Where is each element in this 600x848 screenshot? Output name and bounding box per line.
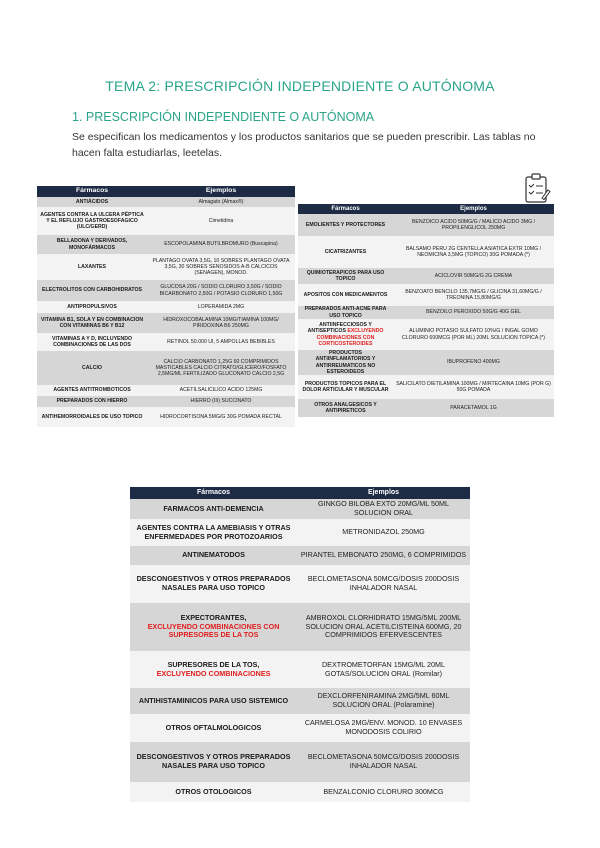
drug-example: PLANTAGO OVATA 3,5G, 10 SOBRES PLANTAGO OVATA 3,5G, 30 SOBRES SENOSIDOS A-B CALCICOS (SENAGEN), MONOD. [147, 254, 295, 280]
drug-example: BENZALCONIO CLORURO 300MCG [297, 782, 470, 802]
drug-name: ANTIHISTAMINICOS PARA USO SISTEMICO [130, 688, 297, 714]
drug-name: AGENTES ANTITROMBOTICOS [37, 385, 147, 396]
drug-name: FARMACOS ANTI-DEMENCIA [130, 499, 297, 519]
drug-table-2 [298, 204, 554, 417]
drug-name: DESCONGESTIVOS Y OTROS PREPARADOS NASALES PARA USO TOPICO [130, 742, 297, 782]
column-header-farmacos: Fármacos [130, 487, 297, 499]
drug-example: BALSAMO PERU 2G CENTELLA ASIATICA EXTR 10MG / NEOMICINA 3,5MG (TOPICO) 30G POMADA (*) [393, 236, 554, 268]
drug-example: GLUCOSA 20G / SODIO CLORURO 3,50G / SODIO BICARBONATO 2,50G / POTASIO CLORURO 1,50G [147, 280, 295, 301]
drug-example: ACICLOVIR 50MG/G 2G CREMA [393, 268, 554, 284]
drug-name: ANTIÁCIDOS [37, 197, 147, 207]
drug-name: ELECTROLITOS CON CARBOHIDRATOS [37, 280, 147, 301]
drug-name: AGENTES CONTRA LA ULCERA PÉPTICA Y EL REFLUJO GASTROESOFAGICO (ULC/GERD) [37, 207, 147, 235]
drug-example: PIRANTEL EMBONATO 250MG, 6 COMPRIMIDOS [297, 546, 470, 565]
drug-example: HIDROCORTISONA 5MG/G 30G POMADA RECTAL [147, 407, 295, 427]
drug-name: ANTINEMATODOS [130, 546, 297, 565]
drug-example: ACETILSALICILICO ACIDO 125MG [147, 385, 295, 396]
column-header-ejemplos: Ejemplos [393, 204, 554, 214]
drug-name: OTROS ANALGESICOS Y ANTIPIRETICOS [298, 399, 393, 417]
drug-example: DEXCLORFENIRAMINA 2MG/5ML 60ML SOLUCION ORAL (Polaramine) [297, 688, 470, 714]
drug-name [130, 603, 297, 651]
drug-name: DESCONGESTIVOS Y OTROS PREPARADOS NASALES PARA USO TOPICO [130, 565, 297, 603]
drug-example: AMBROXOL CLORHIDRATO 15MG/5ML 200ML SOLUCION ORAL ACETILCISTEINA 600MG, 20 COMPRIMIDOS EFERVESCENTES [297, 603, 470, 651]
drug-name: VITAMINA B1, SOLA Y EN COMBINACION CON VITAMINAS B6 Y B12 [37, 313, 147, 333]
drug-name: VITAMINAS A Y D, INCLUYENDO COMBINACIONES DE LAS DOS [37, 333, 147, 351]
drug-example: BECLOMETASONA 50MCG/DOSIS 200DOSIS INHALADOR NASAL [297, 565, 470, 603]
drug-example: RETINOL 50.000 UI, 5 AMPOLLAS BEBIBLES [147, 333, 295, 351]
drug-name: OTROS OFTALMOLOGICOS [130, 714, 297, 742]
drug-name: CICATRIZANTES [298, 236, 393, 268]
drug-example: BENZOATO BENCILO 135,7MG/G / GLICINA 31,60MG/G / TREONINA 15,80MG/G [393, 284, 554, 306]
drug-name: APOSITOS CON MEDICAMENTOS [298, 284, 393, 306]
drug-name [298, 319, 393, 350]
drug-example: METRONIDAZOL 250MG [297, 519, 470, 546]
drug-example: CALCIO CARBONATO 1,25G 60 COMPRIMIDOS MASTICABLES CALCIO CITRATO/GLICERO/FOSFATO 2,5MG/ML FERTILIZADO GLUCONATO CALCIO 2,5G [147, 351, 295, 385]
drug-example: IBUPROFENO 400MG [393, 350, 554, 375]
drug-example: Cimetidina [147, 207, 295, 235]
drug-example: BENZOILO PEROXIDO 50G/G 40G GEL [393, 306, 554, 319]
drug-example: HIDROXOCOBALAMINA 10MG/TIAMINA 100MG/ PIRIDOXINA B6 250MG [147, 313, 295, 333]
drug-example: HIERRO (III) SUCCINATO [147, 396, 295, 407]
column-header-farmacos: Fármacos [37, 186, 147, 197]
drug-name: CALCIO [37, 351, 147, 385]
column-header-ejemplos: Ejemplos [147, 186, 295, 197]
page-title: TEMA 2: PRESCRIPCIÓN INDEPENDIENTE O AUTÓNOMA [105, 78, 495, 94]
drug-example: GINKGO BILOBA EXTO 20MG/ML 50ML SOLUCION ORAL [297, 499, 470, 519]
drug-name: PRODUCTOS ANTIINFLAMATORIOS Y ANTIRREUMATICOS NO ESTEROIDEOS [298, 350, 393, 375]
drug-name: AGENTES CONTRA LA AMEBIASIS Y OTRAS ENFERMEDADES POR PROTOZOARIOS [130, 519, 297, 546]
exclusion-note: EXCLUYENDO COMBINACIONES CON CORTICOSTEROIDES [316, 328, 384, 347]
intro-paragraph: Se especifican los medicamentos y los productos sanitarios que se pueden prescribir. Las tablas no hacen falta estudiarlas, leetelas. [72, 131, 536, 159]
drug-example: LOPERAMIDA 2MG [147, 301, 295, 313]
drug-name: LAXANTES [37, 254, 147, 280]
drug-name: OTROS OTOLOGICOS [130, 782, 297, 802]
drug-name: BELLADONA Y DERIVADOS, MONOFÁRMACOS [37, 235, 147, 254]
drug-name: PREPARADOS CON HIERRO [37, 396, 147, 407]
drug-example: DEXTROMETORFAN 15MG/ML 20ML GOTAS/SOLUCION ORAL (Romilar) [297, 651, 470, 688]
column-header-farmacos: Fármacos [298, 204, 393, 214]
drug-example: Almagato (Almax®) [147, 197, 295, 207]
drug-example: CARMELOSA 2MG/ENV. MONOD. 10 ENVASES MONODOSIS COLIRIO [297, 714, 470, 742]
drug-name: PREPARADOS ANTI-ACNE PARA USO TOPICO [298, 306, 393, 319]
drug-name: ANTIPROPULSIVOS [37, 301, 147, 313]
section-heading: 1. PRESCRIPCIÓN INDEPENDIENTE O AUTÓNOMA [72, 110, 375, 124]
drug-name: PRODUCTOS TOPICOS PARA EL DOLOR ARTICULAR Y MUSCULAR [298, 375, 393, 399]
drug-example: PARACETAMOL 1G [393, 399, 554, 417]
drug-name: EMOLIENTES Y PROTECTORES [298, 214, 393, 236]
checklist-icon [522, 172, 552, 204]
drug-name-text: SUPRESORES DE LA TOS, [167, 659, 260, 669]
drug-example: SALICILATO DIETILAMINA 100MG / MIRTECAINA 10MG (POR G) 50G POMADA [393, 375, 554, 399]
column-header-ejemplos: Ejemplos [297, 487, 470, 499]
exclusion-note: EXCLUYENDO COMBINACIONES [156, 668, 271, 678]
drug-table-1 [37, 186, 295, 427]
drug-name: QUIMIOTERAPICOS PARA USO TOPICO [298, 268, 393, 284]
drug-table-3 [130, 487, 470, 802]
drug-name [130, 651, 297, 688]
drug-example: ALUMINIO POTASIO SULFATO 10%/G / INGAL GOMO CLORURO 600MCG (POR ML) 20ML SOLUCION TOPICA (*) [393, 319, 554, 350]
drug-example: ESCOPOLAMINA BUTILBROMURO (Buscapina) [147, 235, 295, 254]
drug-name-text: EXPECTORANTES, [180, 612, 247, 622]
drug-example: BECLOMETASONA 50MCG/DOSIS 200DOSIS INHALADOR NASAL [297, 742, 470, 782]
exclusion-note: EXCLUYENDO COMBINACIONES CON SUPRESORES DE LA TOS [147, 621, 280, 640]
drug-name-text: ANTIINFECCIOSOS Y ANTISEPTICOS [307, 321, 372, 335]
drug-example: BENZOICO ACIDO 50MG/G / MALICO ACIDO 3MG / PROPILENGLICOL 250MG [393, 214, 554, 236]
drug-name: ANTIHEMORROIDALES DE USO TOPICO [37, 407, 147, 427]
